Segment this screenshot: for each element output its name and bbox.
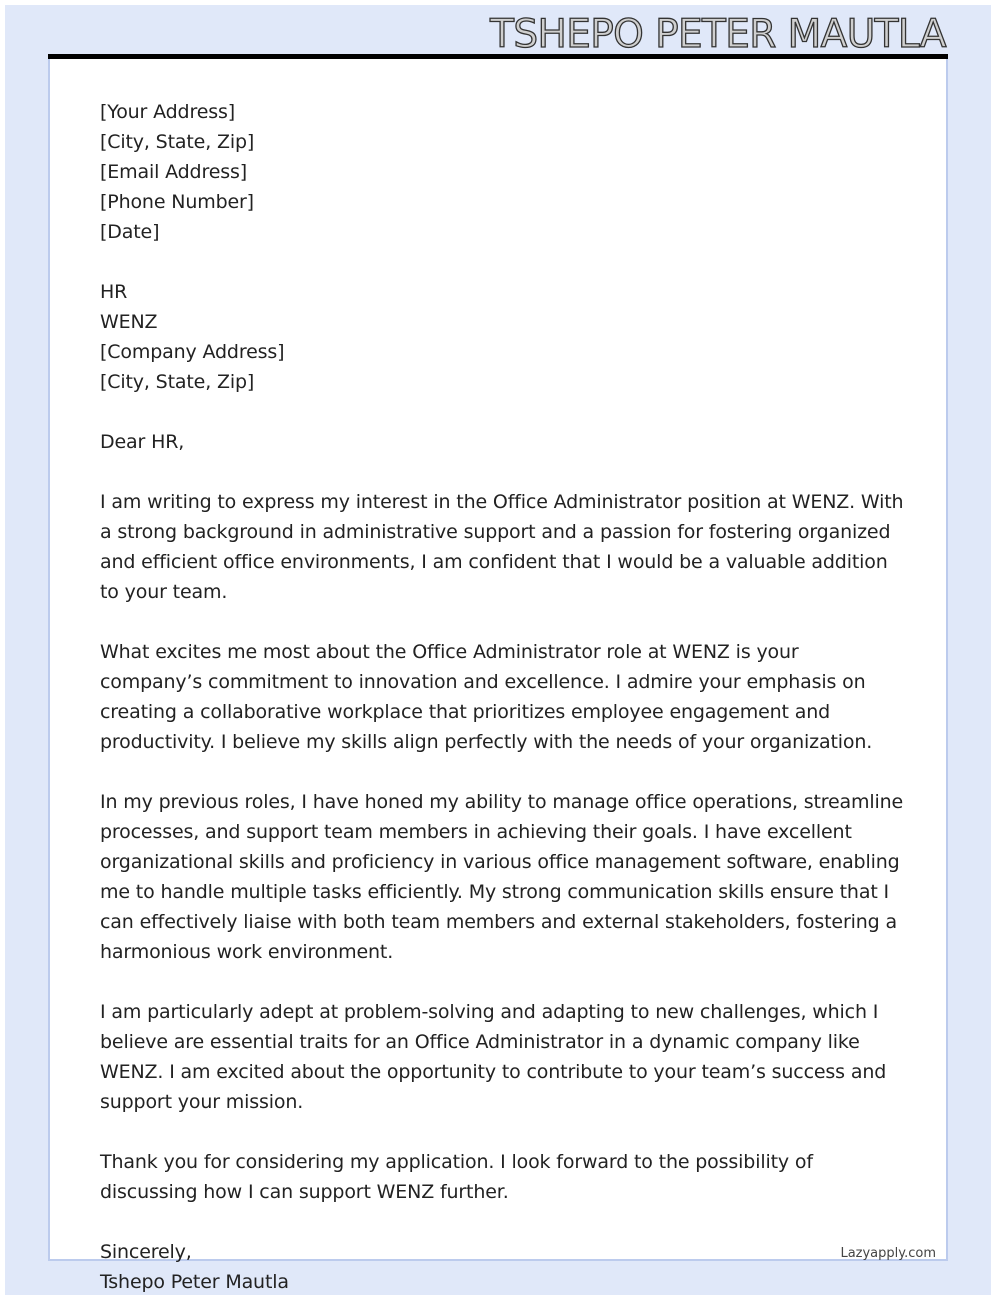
watermark-link[interactable]: Lazyapply.com	[840, 1246, 936, 1261]
paragraph-experience: In my previous roles, I have honed my ability to manage office operations, streamline processes, and support team members in achieving their goals. I have excellent organizational skills and proficiency in various office management software, enabling me to handle multiple tasks efficiently. My strong communication skills ensure that I can effectively liaise with both team members and external stakeholders, fostering a harmonious work environment.	[100, 791, 904, 963]
spacer	[100, 607, 905, 637]
spacer	[100, 457, 905, 487]
sender-date: [Date]	[100, 221, 160, 243]
salutation: Dear HR,	[100, 431, 185, 453]
spacer	[100, 247, 905, 277]
sender-email: [Email Address]	[100, 161, 247, 183]
cover-letter-body	[100, 97, 905, 1297]
spacer	[100, 397, 905, 427]
sender-city-state-zip: [City, State, Zip]	[100, 131, 255, 153]
spacer	[100, 757, 905, 787]
recipient-address: [Company Address]	[100, 341, 285, 363]
paragraph-skills: I am particularly adept at problem-solving and adapting to new challenges, which I believe are essential traits for an Office Administrator in a dynamic company like WENZ. I am excited about the opportunity to contribute to your team’s success and support your mission.	[100, 1001, 887, 1113]
sender-phone: [Phone Number]	[100, 191, 254, 213]
signature-name: Tshepo Peter Mautla	[100, 1271, 289, 1293]
paragraph-thanks: Thank you for considering my application. I look forward to the possibility of discussing how I can support WENZ further.	[100, 1151, 813, 1203]
recipient-company: WENZ	[100, 311, 158, 333]
paragraph-intro: I am writing to express my interest in the Office Administrator position at WENZ. With a strong background in administrative support and a passion for fostering organized and efficient office environments, I am confident that I would be a valuable addition to your team.	[100, 491, 904, 603]
recipient-name: HR	[100, 281, 128, 303]
paragraph-motivation: What excites me most about the Office Administrator role at WENZ is your company’s commitment to innovation and excellence. I admire your emphasis on creating a collaborative workplace that prioritizes employee engagement and productivity. I believe my skills align perfectly with the needs of your organization.	[100, 641, 873, 753]
valediction: Sincerely,	[100, 1241, 192, 1263]
recipient-block	[100, 277, 905, 397]
spacer	[100, 967, 905, 997]
sender-block	[100, 97, 905, 247]
spacer	[100, 1117, 905, 1147]
header-name: TSHEPO PETER MAUTLA	[490, 12, 946, 57]
recipient-city-state-zip: [City, State, Zip]	[100, 371, 255, 393]
spacer	[100, 1207, 905, 1237]
sender-address: [Your Address]	[100, 101, 235, 123]
